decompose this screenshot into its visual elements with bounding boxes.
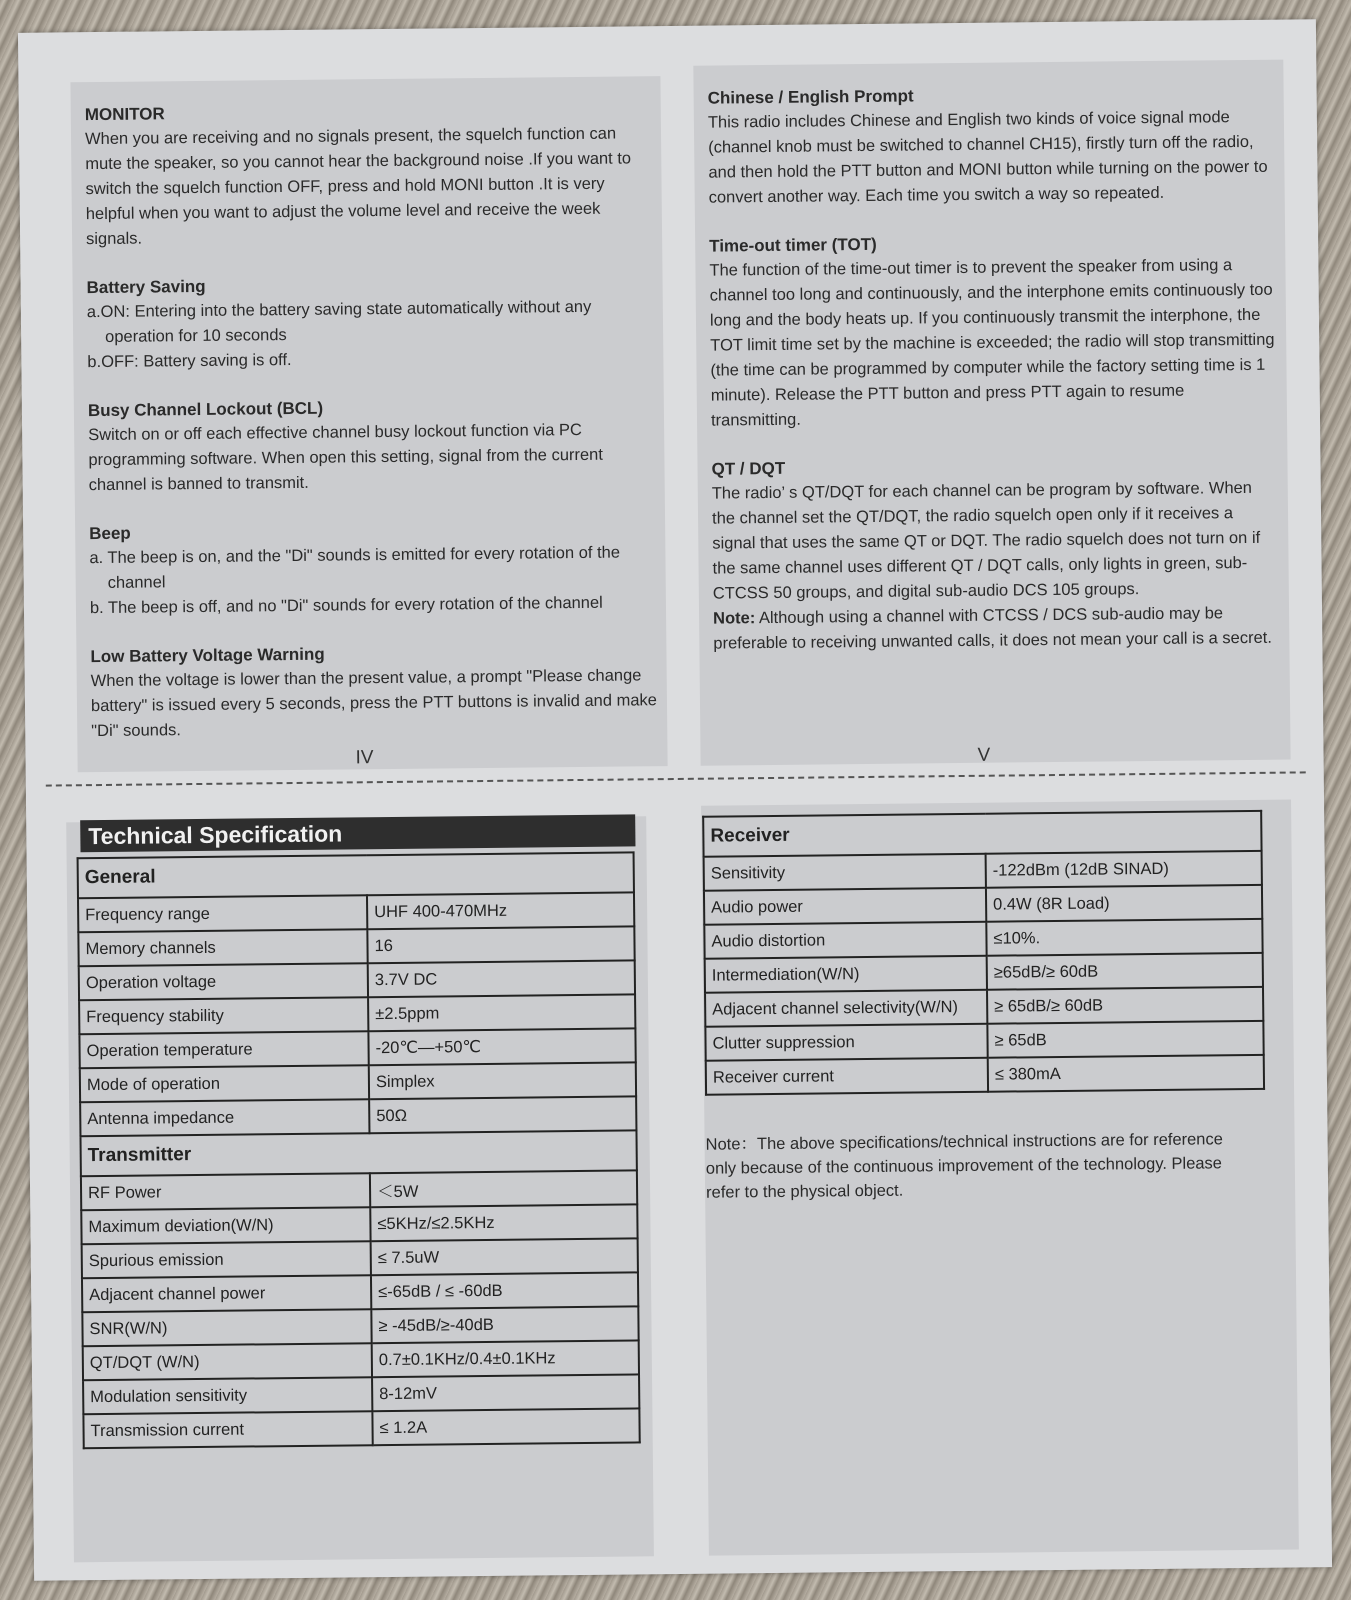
- spec-table-receiver: [702, 810, 1265, 1096]
- table-row: [82, 1238, 638, 1278]
- page-number-right: V: [977, 744, 991, 766]
- tot-section: [709, 228, 1277, 434]
- qt-text: The radio’ s QT/DQT for each channel can be program by software. When the channel set the QT/DQT, the radio squelch open only if it receives a signal that uses the same QT or DQT. The radio squelch does not turn on if the same channel uses different QT / DQT calls, only lights in green, sub-CTCSS 50 groups, and digital sub-audio DCS 105 groups.: [711, 478, 1261, 603]
- spec-label: Audio power: [704, 888, 986, 925]
- spec-label: Operation temperature: [79, 1031, 368, 1068]
- table-row: [81, 1204, 637, 1244]
- prompt-section: [708, 80, 1275, 211]
- spec-label: Intermediation(W/N): [705, 956, 987, 993]
- low-battery-title: Low Battery Voltage Warning: [90, 644, 325, 667]
- battery-saving-item-a: a.ON: Entering into the battery saving state automatically without any operation for 10 seconds: [86, 297, 592, 346]
- monitor-text: When you are receiving and no signals present, the squelch function can mute the speaker, so you cannot hear the background noise .If you want to switch the squelch function OFF, press and hold MONI button .It is very helpful when you want to adjust the volume level and receive the week signals.: [84, 124, 632, 249]
- spec-value: ≥ -45dB/≥-40dB: [371, 1306, 638, 1343]
- spec-label: Clutter suppression: [705, 1024, 987, 1061]
- qt-note: [713, 601, 1279, 657]
- table-row: [79, 994, 635, 1034]
- table-row: [82, 1272, 638, 1312]
- table-row: [704, 885, 1262, 925]
- spec-value: ≤ 1.2A: [372, 1408, 639, 1445]
- spec-value: ≥ 65dB: [987, 1021, 1263, 1058]
- spec-value: ＜5W: [370, 1170, 637, 1207]
- battery-saving-title: Battery Saving: [86, 276, 206, 298]
- monitor-title: MONITOR: [84, 104, 165, 125]
- spec-label: Antenna impedance: [80, 1099, 369, 1136]
- spec-table-left-body: [78, 852, 640, 1448]
- spec-value: 3.7V DC: [368, 960, 635, 997]
- battery-saving-item-b: b.OFF: Battery saving is off.: [87, 350, 292, 372]
- page-number-left: IV: [355, 747, 374, 769]
- low-battery-text: When the voltage is lower than the present value, a prompt "Please change battery" is issued every 5 seconds, press the PTT buttons is invalid and make "Di" sounds.: [90, 666, 657, 741]
- spec-value: ≤10%.: [986, 919, 1262, 956]
- spec-label: Modulation sensitivity: [83, 1377, 372, 1414]
- spec-table-right-body: [703, 811, 1264, 1095]
- general-header: General: [78, 852, 634, 898]
- spec-label: Adjacent channel selectivity(W/N): [705, 990, 987, 1027]
- spec-label: Transmission current: [83, 1411, 372, 1448]
- spec-label: QT/DQT (W/N): [83, 1343, 372, 1380]
- panel-top-left: [70, 76, 667, 772]
- spec-value: Simplex: [369, 1062, 636, 1099]
- qt-section: [711, 451, 1279, 657]
- bcl-text: Switch on or off each effective channel busy lockout function via PC programming software. When open this setting, signal from the current channel is banned to transmit.: [88, 420, 603, 495]
- spec-label: Audio distortion: [704, 922, 986, 959]
- bcl-section: [88, 392, 655, 498]
- spec-label: Adjacent channel power: [82, 1275, 371, 1312]
- table-row: [704, 851, 1262, 891]
- spec-note: Note：The above specifications/technical instructions are for reference only because of the continuous improvement of the technology. Please refer to the physical object.: [705, 1130, 1223, 1202]
- table-row: [705, 953, 1263, 993]
- fold-line: [46, 771, 1306, 786]
- spec-label: SNR(W/N): [82, 1309, 371, 1346]
- table-row: [79, 960, 635, 1000]
- table-row: [79, 1028, 635, 1068]
- qt-note-label: Note:: [713, 609, 756, 628]
- spec-label: Receiver current: [706, 1058, 988, 1095]
- table-row: [705, 1021, 1263, 1061]
- spec-value: UHF 400-470MHz: [367, 892, 634, 929]
- battery-saving-section: [86, 269, 653, 375]
- prompt-title: Chinese / English Prompt: [707, 86, 914, 108]
- table-row: [78, 926, 634, 966]
- table-row: [81, 1170, 637, 1210]
- table-row: [83, 1408, 639, 1448]
- bcl-title: Busy Channel Lockout (BCL): [87, 398, 324, 421]
- transmitter-header-row: [80, 1130, 636, 1176]
- right-page-text: [708, 80, 1280, 680]
- spec-table-general: [77, 851, 641, 1449]
- low-battery-section: [90, 638, 657, 744]
- panel-top-right: [693, 60, 1290, 766]
- qt-note-text: Although using a channel with CTCSS / DCS sub-audio may be preferable to receiving unwanted calls, it does not mean your call is a secret.: [713, 604, 1272, 653]
- general-header-row: [78, 852, 634, 898]
- left-page-text: [85, 96, 658, 767]
- beep-item-a: a. The beep is on, and the "Di" sounds is emitted for every rotation of the channel: [89, 543, 621, 592]
- spec-value: -122dBm (12dB SINAD): [986, 851, 1262, 888]
- spec-value: 0.4W (8R Load): [986, 885, 1262, 922]
- beep-title: Beep: [89, 523, 131, 544]
- spec-value: -20℃—+50℃: [368, 1028, 635, 1065]
- beep-item-b: b. The beep is off, and no "Di" sounds for every rotation of the channel: [89, 593, 603, 618]
- spec-value: ≤5KHz/≤2.5KHz: [370, 1204, 637, 1241]
- spec-label: Spurious emission: [82, 1241, 371, 1278]
- table-row: [80, 1062, 636, 1102]
- table-row: [83, 1340, 639, 1380]
- spec-label: RF Power: [81, 1173, 370, 1210]
- table-row: [705, 987, 1263, 1027]
- table-row: [704, 919, 1262, 959]
- spec-value: 16: [367, 926, 634, 963]
- spec-title: Technical Specification: [80, 814, 635, 852]
- manual-sheet: [18, 19, 1332, 1581]
- spec-label: Maximum deviation(W/N): [81, 1207, 370, 1244]
- table-row: [706, 1055, 1264, 1095]
- beep-section: [89, 515, 656, 621]
- table-row: [82, 1306, 638, 1346]
- tot-text: The function of the time-out timer is to prevent the speaker from using a channel too long and continuously, and the interphone emits continuously too long and the body heats up. If you continuously transmit the interphone, the TOT limit time set by the machine is exceeded; the radio will stop transmitting (the time can be programmed by computer while the factory setting time is 1 minute). Release the PTT button and press PTT again to resume transmitting.: [709, 256, 1275, 430]
- spec-value: 50Ω: [369, 1096, 636, 1133]
- spec-value: ±2.5ppm: [368, 994, 635, 1031]
- spec-value: ≤-65dB / ≤ -60dB: [371, 1272, 638, 1309]
- table-row: [83, 1374, 639, 1414]
- receiver-header: Receiver: [703, 811, 1261, 857]
- spec-value: 8-12mV: [372, 1374, 639, 1411]
- table-row: [80, 1096, 636, 1136]
- transmitter-header: Transmitter: [80, 1130, 636, 1176]
- prompt-text: This radio includes Chinese and English two kinds of voice signal mode (channel knob must be switched to channel CH15), firstly turn off the radio, and then hold the PTT button and MONI button while turning on the power to convert another way. Each time you switch a way so repeated.: [707, 108, 1268, 207]
- spec-label: Frequency range: [78, 895, 367, 932]
- tot-title: Time-out timer (TOT): [709, 234, 877, 256]
- monitor-section: [85, 96, 653, 252]
- spec-value: ≤ 380mA: [988, 1055, 1264, 1092]
- spec-label: Frequency stability: [79, 997, 368, 1034]
- spec-value: ≤ 7.5uW: [371, 1238, 638, 1275]
- spec-value: ≥65dB/≥ 60dB: [987, 953, 1263, 990]
- table-row: [78, 892, 634, 932]
- spec-value: ≥ 65dB/≥ 60dB: [987, 987, 1263, 1024]
- spec-label: Mode of operation: [80, 1065, 369, 1102]
- receiver-header-row: [703, 811, 1261, 857]
- spec-label: Operation voltage: [79, 963, 368, 1000]
- qt-title: QT / DQT: [711, 458, 786, 479]
- spec-label: Sensitivity: [704, 854, 986, 891]
- spec-value: 0.7±0.1KHz/0.4±0.1KHz: [372, 1340, 639, 1377]
- spec-label: Memory channels: [78, 929, 367, 966]
